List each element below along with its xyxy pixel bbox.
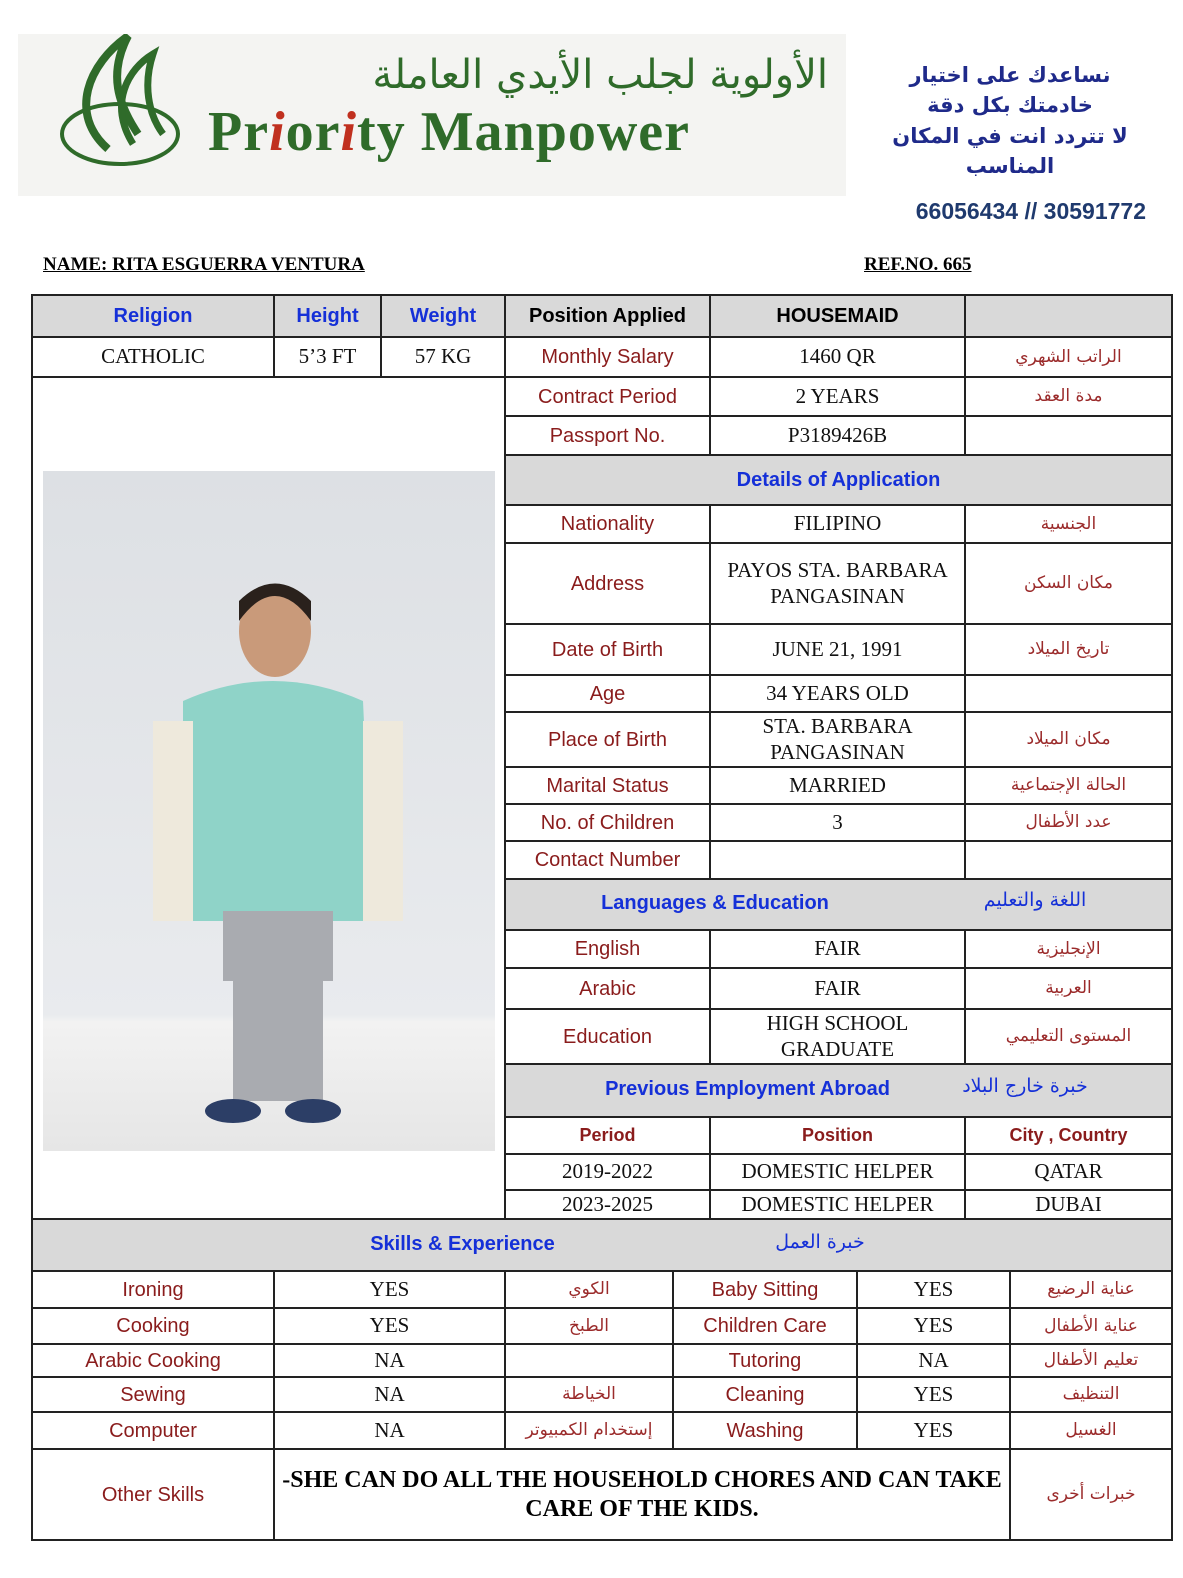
skill-label: Cooking	[31, 1307, 275, 1345]
skill-label: Cleaning	[672, 1376, 858, 1413]
employment-position: DOMESTIC HELPER	[709, 1189, 966, 1220]
skill-arabic: الطبخ	[504, 1307, 674, 1345]
skill-label: Washing	[672, 1411, 858, 1450]
place-of-birth-value: STA. BARBARA PANGASINAN	[709, 711, 966, 768]
skill-label: Tutoring	[672, 1343, 858, 1378]
previous-employment-title-arabic: خبرة خارج البلاد	[962, 1075, 1088, 1097]
reference-number: REF.NO. 665	[864, 254, 972, 275]
skill-label: Children Care	[672, 1307, 858, 1345]
skills-experience-title: Skills & Experience	[370, 1233, 555, 1255]
weight-header: Weight	[380, 294, 506, 338]
number-of-children-value: 3	[709, 803, 966, 842]
religion-value: CATHOLIC	[31, 336, 275, 378]
skill-label: Arabic Cooking	[31, 1343, 275, 1378]
languages-education-title-arabic: اللغة والتعليم	[983, 889, 1087, 911]
contract-period-value: 2 YEARS	[709, 376, 966, 417]
address-label: Address	[504, 542, 711, 625]
age-label: Age	[504, 674, 711, 713]
position-applied-arabic	[964, 294, 1173, 338]
slogan: نساعدك على اختيار خادمتك بكل دقة لا تتردد انت في المكان المناسب	[892, 63, 1128, 179]
passport-number-label: Passport No.	[504, 415, 711, 456]
skill-arabic: تعليم الأطفال	[1009, 1343, 1173, 1378]
passport-number-value: P3189426B	[709, 415, 966, 456]
height-value: 5’3 FT	[273, 336, 382, 378]
skill-label: Ironing	[31, 1270, 275, 1309]
religion-header: Religion	[31, 294, 275, 338]
education-level-arabic: المستوى التعليمي	[964, 1008, 1173, 1065]
contact-number-value	[709, 840, 966, 880]
height-header: Height	[273, 294, 382, 338]
employment-country: QATAR	[964, 1153, 1173, 1191]
arabic-level-value: FAIR	[709, 967, 966, 1010]
contract-period-arabic: مدة العقد	[964, 376, 1173, 417]
other-skills-label: Other Skills	[31, 1448, 275, 1541]
monthly-salary-value: 1460 QR	[709, 336, 966, 378]
address-arabic: مكان السكن	[964, 542, 1173, 625]
monthly-salary-arabic: الراتب الشهري	[964, 336, 1173, 378]
nationality-label: Nationality	[504, 504, 711, 544]
skills-experience-header	[31, 1218, 1173, 1272]
education-level-value: HIGH SCHOOL GRADUATE	[709, 1008, 966, 1065]
nationality-arabic: الجنسية	[964, 504, 1173, 544]
monthly-salary-label: Monthly Salary	[504, 336, 711, 378]
employment-country-header: City , Country	[964, 1116, 1173, 1155]
skill-arabic: عناية الأطفال	[1009, 1307, 1173, 1345]
weight-value: 57 KG	[380, 336, 506, 378]
education-level-label: Education	[504, 1008, 711, 1065]
skill-arabic: إستخدام الكمبيوتر	[504, 1411, 674, 1450]
skill-value: YES	[856, 1411, 1011, 1450]
age-arabic	[964, 674, 1173, 713]
details-of-application-header: Details of Application	[504, 454, 1173, 506]
candidate-photo	[43, 471, 495, 1151]
contract-period-label: Contract Period	[504, 376, 711, 417]
date-of-birth-value: JUNE 21, 1991	[709, 623, 966, 676]
place-of-birth-label: Place of Birth	[504, 711, 711, 768]
other-skills-value: -SHE CAN DO ALL THE HOUSEHOLD CHORES AND CAN TAKE CARE OF THE KIDS.	[273, 1448, 1011, 1541]
employment-position: DOMESTIC HELPER	[709, 1153, 966, 1191]
employment-country: DUBAI	[964, 1189, 1173, 1220]
date-of-birth-arabic: تاريخ الميلاد	[964, 623, 1173, 676]
employment-position-header: Position	[709, 1116, 966, 1155]
company-seal-logo-icon	[48, 34, 188, 194]
position-applied-value: HOUSEMAID	[709, 294, 966, 338]
marital-status-label: Marital Status	[504, 766, 711, 805]
languages-education-title: Languages & Education	[601, 892, 829, 914]
skill-value: NA	[273, 1343, 506, 1378]
address-value: PAYOS STA. BARBARA PANGASINAN	[709, 542, 966, 625]
other-skills-arabic: خبرات أخرى	[1009, 1448, 1173, 1541]
passport-number-arabic	[964, 415, 1173, 456]
skill-value: YES	[856, 1270, 1011, 1309]
skills-experience-title-arabic: خبرة العمل	[775, 1231, 865, 1253]
english-level-label: English	[504, 929, 711, 969]
company-name-english: Priority Manpower	[208, 101, 690, 163]
nationality-value: FILIPINO	[709, 504, 966, 544]
skill-label: Baby Sitting	[672, 1270, 858, 1309]
skill-value: YES	[856, 1376, 1011, 1413]
position-applied-label: Position Applied	[504, 294, 711, 338]
employment-period: 2023-2025	[504, 1189, 711, 1220]
skill-label: Sewing	[31, 1376, 275, 1413]
age-value: 34 YEARS OLD	[709, 674, 966, 713]
skill-label: Computer	[31, 1411, 275, 1450]
skill-value: NA	[856, 1343, 1011, 1378]
skill-arabic: التنظيف	[1009, 1376, 1173, 1413]
company-name-arabic: الأولوية لجلب الأيدي العاملة	[372, 52, 828, 98]
arabic-level-arabic: العربية	[964, 967, 1173, 1010]
skill-arabic: الخياطة	[504, 1376, 674, 1413]
skill-value: YES	[273, 1307, 506, 1345]
employment-period-header: Period	[504, 1116, 711, 1155]
skill-value: NA	[273, 1376, 506, 1413]
contact-number-arabic	[964, 840, 1173, 880]
date-of-birth-label: Date of Birth	[504, 623, 711, 676]
number-of-children-arabic: عدد الأطفال	[964, 803, 1173, 842]
skill-value: YES	[856, 1307, 1011, 1345]
place-of-birth-arabic: مكان الميلاد	[964, 711, 1173, 768]
english-level-arabic: الإنجليزية	[964, 929, 1173, 969]
skill-value: YES	[273, 1270, 506, 1309]
skill-value: NA	[273, 1411, 506, 1450]
phone-numbers: 66056434 // 30591772	[915, 198, 1146, 224]
skill-arabic: الغسيل	[1009, 1411, 1173, 1450]
marital-status-value: MARRIED	[709, 766, 966, 805]
person-photo-placeholder-icon	[43, 471, 495, 1151]
english-level-value: FAIR	[709, 929, 966, 969]
skill-arabic: عناية الرضيع	[1009, 1270, 1173, 1309]
marital-status-arabic: الحالة الإجتماعية	[964, 766, 1173, 805]
employment-period: 2019-2022	[504, 1153, 711, 1191]
number-of-children-label: No. of Children	[504, 803, 711, 842]
arabic-level-label: Arabic	[504, 967, 711, 1010]
previous-employment-title: Previous Employment Abroad	[605, 1078, 890, 1100]
skill-arabic	[504, 1343, 674, 1378]
candidate-name: NAME: RITA ESGUERRA VENTURA	[43, 254, 365, 275]
contact-number-label: Contact Number	[504, 840, 711, 880]
skill-arabic: الكوي	[504, 1270, 674, 1309]
